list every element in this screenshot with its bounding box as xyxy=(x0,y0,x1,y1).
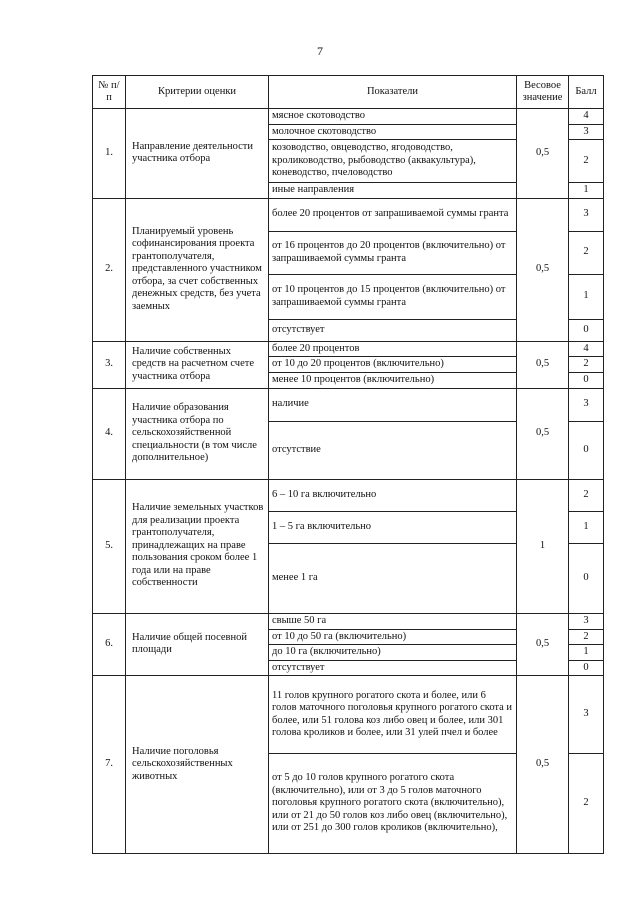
score-value: 2 xyxy=(569,140,604,183)
score-value: 1 xyxy=(569,511,604,543)
table-row xyxy=(93,676,604,754)
weight-value: 1 xyxy=(517,479,569,613)
criterion-text: Наличие общей посевной площади xyxy=(126,613,269,676)
score-value: 2 xyxy=(569,754,604,854)
header-criteria: Критерии оценки xyxy=(126,76,269,109)
indicator-text: более 20 процентов xyxy=(269,341,517,357)
score-value: 1 xyxy=(569,274,604,319)
score-value: 0 xyxy=(569,543,604,613)
criterion-number: 3. xyxy=(93,341,126,388)
table-row xyxy=(93,479,604,511)
indicator-text: мясное скотоводство xyxy=(269,109,517,125)
header-num: № п/п xyxy=(93,76,126,109)
criterion-number: 2. xyxy=(93,198,126,341)
criterion-text: Наличие земельных участков для реализации проекта грантополучателя, принадлежащих на праве пользования сроком более 1 года или на праве собственности xyxy=(126,479,269,613)
indicator-text: наличие xyxy=(269,388,517,421)
indicator-text: отсутствие xyxy=(269,421,517,479)
score-value: 0 xyxy=(569,319,604,341)
weight-value: 0,5 xyxy=(517,388,569,479)
indicator-text: более 20 процентов от запрашиваемой суммы гранта xyxy=(269,198,517,231)
indicator-text: иные направления xyxy=(269,183,517,199)
table-row xyxy=(93,109,604,125)
score-value: 0 xyxy=(569,421,604,479)
criterion-text: Наличие собственных средств на расчетном счете участника отбора xyxy=(126,341,269,388)
weight-value: 0,5 xyxy=(517,676,569,854)
score-value: 3 xyxy=(569,613,604,629)
indicator-text: от 10 до 20 процентов (включительно) xyxy=(269,357,517,373)
indicator-text: 1 – 5 га включительно xyxy=(269,511,517,543)
weight-value: 0,5 xyxy=(517,109,569,199)
indicator-text: от 5 до 10 голов крупного рогатого скота (включительно), или от 3 до 5 голов маточного поголовья крупного рогатого скота (включительно), или от 21 до 50 голов коз либо овец (включительно), или от 251 до 300 голов кроликов (включительно), xyxy=(269,754,517,854)
criterion-number: 6. xyxy=(93,613,126,676)
score-value: 3 xyxy=(569,388,604,421)
score-value: 1 xyxy=(569,183,604,199)
score-value: 3 xyxy=(569,198,604,231)
score-value: 0 xyxy=(569,660,604,676)
score-value: 3 xyxy=(569,124,604,140)
table-row xyxy=(93,388,604,421)
criterion-text: Направление деятельности участника отбора xyxy=(126,109,269,199)
score-value: 2 xyxy=(569,629,604,645)
weight-value: 0,5 xyxy=(517,198,569,341)
indicator-text: отсутствует xyxy=(269,319,517,341)
indicator-text: от 16 процентов до 20 процентов (включительно) от запрашиваемой суммы гранта xyxy=(269,231,517,274)
table-row xyxy=(93,613,604,629)
indicator-text: 6 – 10 га включительно xyxy=(269,479,517,511)
indicator-text: отсутствует xyxy=(269,660,517,676)
weight-value: 0,5 xyxy=(517,341,569,388)
indicator-text: менее 1 га xyxy=(269,543,517,613)
criterion-number: 7. xyxy=(93,676,126,854)
criterion-text: Планируемый уровень софинансирования проекта грантополучателя, представленного участником отбора, за счет собственных денежных средств, без учета заемных xyxy=(126,198,269,341)
indicator-text: от 10 процентов до 15 процентов (включительно) от запрашиваемой суммы гранта xyxy=(269,274,517,319)
indicator-text: козоводство, овцеводство, ягодоводство, кролиководство, рыбоводство (аквакультура), коневодство, пчеловодство xyxy=(269,140,517,183)
score-value: 0 xyxy=(569,373,604,389)
table-row xyxy=(93,341,604,357)
indicator-text: до 10 га (включительно) xyxy=(269,645,517,661)
header-indicators: Показатели xyxy=(269,76,517,109)
criterion-text: Наличие образования участника отбора по сельскохозяйственной специальности (в том числе дополнительное) xyxy=(126,388,269,479)
score-value: 1 xyxy=(569,645,604,661)
table-body xyxy=(93,109,604,854)
score-value: 2 xyxy=(569,479,604,511)
score-value: 2 xyxy=(569,231,604,274)
criterion-number: 1. xyxy=(93,109,126,199)
criterion-number: 4. xyxy=(93,388,126,479)
header-weight: Весовое значение xyxy=(517,76,569,109)
header-score: Балл xyxy=(569,76,604,109)
criteria-table xyxy=(92,75,604,854)
weight-value: 0,5 xyxy=(517,613,569,676)
header-row xyxy=(93,76,604,109)
criterion-number: 5. xyxy=(93,479,126,613)
indicator-text: от 10 до 50 га (включительно) xyxy=(269,629,517,645)
score-value: 4 xyxy=(569,109,604,125)
criterion-text: Наличие поголовья сельскохозяйственных животных xyxy=(126,676,269,854)
indicator-text: менее 10 процентов (включительно) xyxy=(269,373,517,389)
table-row xyxy=(93,198,604,231)
indicator-text: 11 голов крупного рогатого скота и более, или 6 голов маточного поголовья крупного рогатого скота и более, или 51 голова коз либо овец и более, или 301 голова кроликов и более, или 31 улей пчел и более xyxy=(269,676,517,754)
score-value: 4 xyxy=(569,341,604,357)
indicator-text: свыше 50 га xyxy=(269,613,517,629)
indicator-text: молочное скотоводство xyxy=(269,124,517,140)
page-number: 7 xyxy=(317,44,323,58)
score-value: 3 xyxy=(569,676,604,754)
score-value: 2 xyxy=(569,357,604,373)
